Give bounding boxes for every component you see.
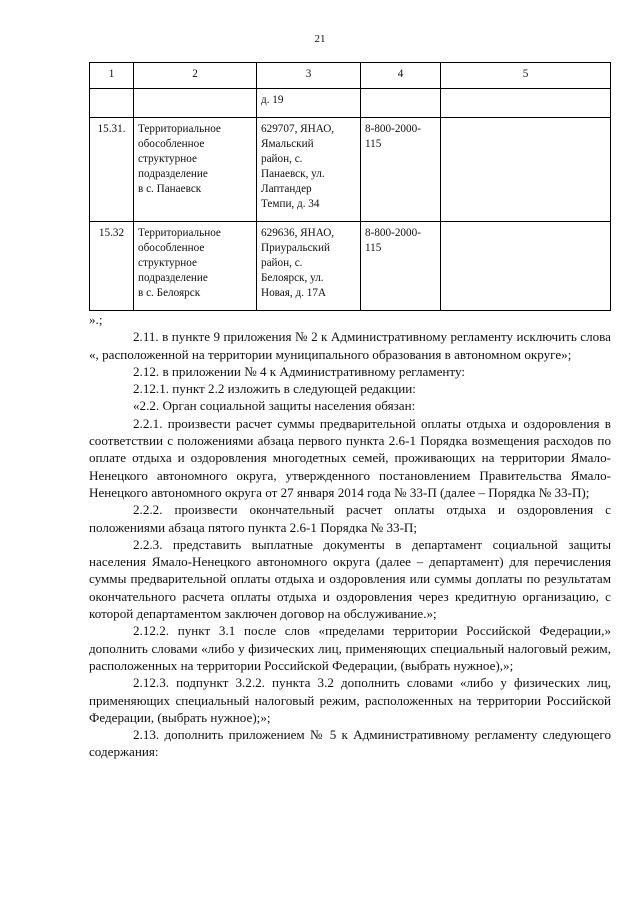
- phone-line: 115: [365, 138, 382, 150]
- name-line: в с. Панаевск: [138, 183, 202, 195]
- name-line: структурное: [138, 257, 197, 269]
- document-body: [89, 311, 611, 761]
- paragraph: 2.12.3. подпункт 3.2.2. пункта 3.2 дополнить словами «либо у физических лиц, применяющих специальный налоговый режим, расположенных на территории Российской Федерации, (выбрать нужное);»;: [89, 675, 611, 725]
- office-name: [134, 222, 257, 311]
- column-header: 5: [441, 63, 611, 89]
- row-number: 15.32: [90, 222, 134, 311]
- table-row: [90, 222, 611, 311]
- paragraph: 2.13. дополнить приложением № 5 к Административному регламенту следующего содержания:: [89, 727, 611, 760]
- phone-line: 8-800-2000-: [365, 123, 421, 135]
- address-line: Темпи, д. 34: [261, 198, 320, 210]
- address-line: д. 19: [261, 94, 284, 106]
- closing-quote: ».;: [89, 312, 103, 327]
- office-phone: [361, 118, 441, 222]
- office-phone: [361, 222, 441, 311]
- table-cell: [134, 89, 257, 118]
- name-line: обособленное: [138, 138, 205, 150]
- table-cell: [361, 89, 441, 118]
- address-line: Лаптандер: [261, 183, 312, 195]
- name-line: в с. Белоярск: [138, 287, 201, 299]
- column-header: 1: [90, 63, 134, 89]
- address-line: Ямальский: [261, 138, 314, 150]
- table-row: [90, 118, 611, 222]
- table-row-continuation: [90, 89, 611, 118]
- address-line: Белоярск, ул.: [261, 272, 324, 284]
- paragraph: 2.2.1. произвести расчет суммы предварительной оплаты отдыха и оздоровления в соответствии с положениями абзаца первого пункта 2.6-1 Порядка возмещения расходов по оплате отдыха и оздоровления многодетных семей, проживающих на территории Ямало-Ненецкого автономного округа, утвержденного постановлением Правительства Ямало-Ненецкого автономного округа от 27 января 2014 года № 33-П (далее – Порядка № 33-П);: [89, 415, 611, 500]
- column-header: 4: [361, 63, 441, 89]
- office-address: [257, 118, 361, 222]
- paragraph: 2.12.2. пункт 3.1 после слов «пределами территории Российской Федерации,» дополнить словами «либо у физических лиц, применяющих специальный налоговый режим, расположенных на территории Российской Федерации, (выбрать нужное),»;: [89, 623, 611, 673]
- row-number: 15.31.: [90, 118, 134, 222]
- table-cell: [257, 89, 361, 118]
- address-line: район, с.: [261, 257, 303, 269]
- page-number: 21: [314, 33, 326, 45]
- name-line: структурное: [138, 153, 197, 165]
- paragraph: 2.12.1. пункт 2.2 изложить в следующей редакции:: [133, 381, 416, 397]
- table-cell: [441, 222, 611, 311]
- paragraph: 2.12. в приложении № 4 к Административному регламенту:: [133, 363, 465, 379]
- address-line: Панаевск, ул.: [261, 168, 325, 180]
- offices-table: [89, 62, 611, 311]
- address-line: Приуральский: [261, 242, 330, 254]
- address-line: Новая, д. 17А: [261, 287, 327, 299]
- table-header-row: [90, 63, 611, 89]
- paragraph: 2.2.2. произвести окончательный расчет оплаты отдыха и оздоровления с положениями абзаца пятого пункта 2.6-1 Порядка № 33-П;: [89, 502, 611, 535]
- table-cell: [441, 89, 611, 118]
- name-line: Территориальное: [138, 123, 221, 135]
- address-line: 629636, ЯНАО,: [261, 227, 335, 239]
- name-line: подразделение: [138, 272, 208, 284]
- phone-line: 115: [365, 242, 382, 254]
- phone-line: 8-800-2000-: [365, 227, 421, 239]
- table-cell: [90, 89, 134, 118]
- column-header: 3: [257, 63, 361, 89]
- table-cell: [441, 118, 611, 222]
- office-address: [257, 222, 361, 311]
- name-line: подразделение: [138, 168, 208, 180]
- address-line: район, с.: [261, 153, 303, 165]
- column-header: 2: [134, 63, 257, 89]
- office-name: [134, 118, 257, 222]
- name-line: обособленное: [138, 242, 205, 254]
- address-line: 629707, ЯНАО,: [261, 123, 335, 135]
- paragraph: «2.2. Орган социальной защиты населения обязан:: [133, 398, 416, 414]
- paragraph: 2.11. в пункте 9 приложения № 2 к Административному регламенту исключить слова «, расположенной на территории муниципального образования в автономном округе»;: [89, 329, 611, 362]
- name-line: Территориальное: [138, 227, 221, 239]
- paragraph: 2.2.3. представить выплатные документы в департамент социальной защиты населения Ямало-Ненецкого автономного округа (далее – департамент) для перечисления суммы предварительной оплаты отдыха и оздоровления или суммы доплаты по результатам окончательного расчета оплаты отдыха и оздоровления через кредитную организацию, с которой департаментом заключен договор на обслуживание.»;: [89, 536, 611, 622]
